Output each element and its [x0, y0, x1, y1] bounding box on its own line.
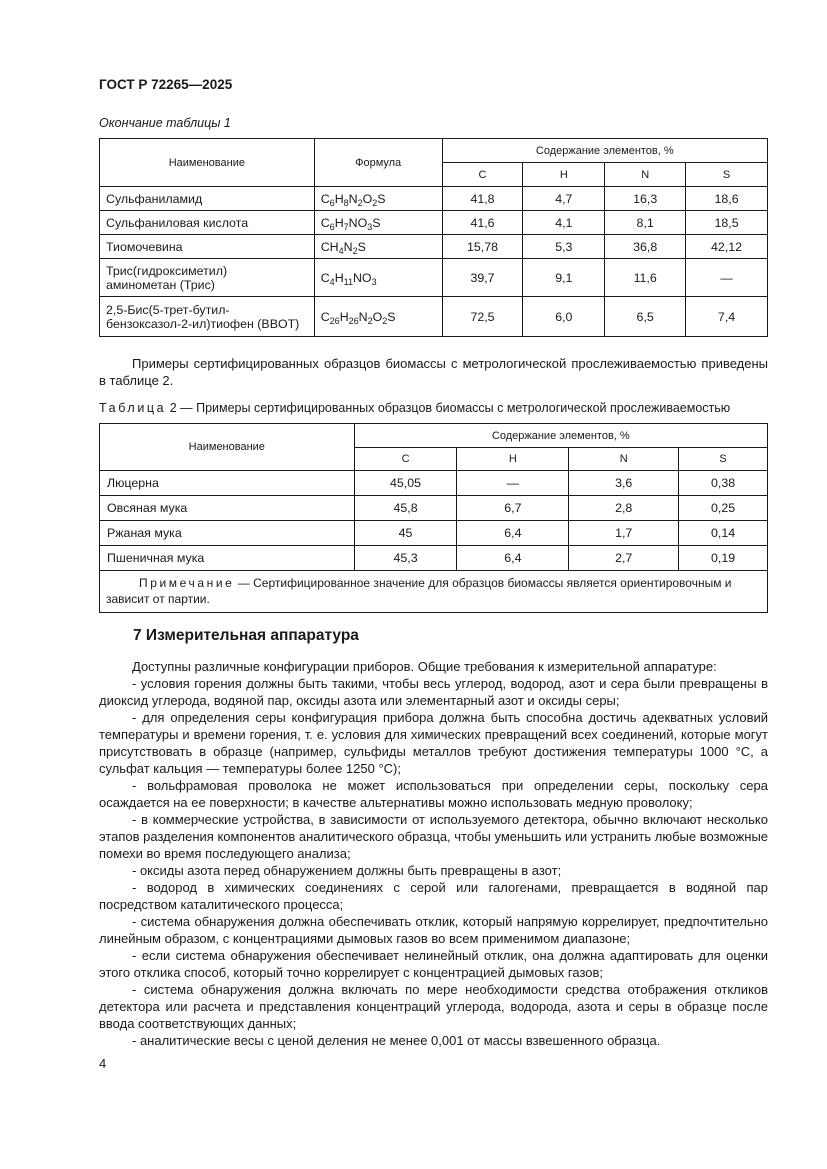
cell-n: 2,7 [569, 546, 679, 571]
cell-name: Овсяная мука [100, 496, 355, 521]
document-header: ГОСТ Р 72265—2025 [99, 77, 233, 92]
table2-caption-label: Таблица [99, 401, 167, 415]
cell-s: 0,38 [679, 471, 768, 496]
cell-formula [314, 211, 442, 235]
section-intro: Доступны различные конфигурации приборов. Общие требования к измерительной аппаратуре: [132, 659, 717, 674]
list-item: - водород в химических соединениях с серой или галогенами, превращается в водяной пар посредством каталитического процесса; [99, 880, 768, 912]
cell-s: 0,14 [679, 521, 768, 546]
cell-n: 3,6 [569, 471, 679, 496]
formula-subscript: 2 [372, 197, 378, 208]
formula-symbol: S [357, 239, 366, 254]
cell-formula [314, 259, 442, 297]
cell-n: 16,3 [605, 187, 686, 211]
table2-note [100, 571, 768, 613]
header-n: N [605, 163, 686, 187]
t2-header-s: S [679, 448, 768, 471]
formula-subscript: 6 [329, 221, 335, 232]
page-number: 4 [99, 1056, 107, 1071]
table-row [100, 259, 768, 297]
formula-subscript: 2 [357, 197, 363, 208]
table-row [100, 496, 768, 521]
cell-c: 45,8 [354, 496, 457, 521]
formula-subscript: 8 [343, 197, 349, 208]
formula-subscript: 26 [329, 315, 340, 326]
cell-h: 9,1 [523, 259, 605, 297]
cell-n: 1,7 [569, 521, 679, 546]
formula-subscript: 2 [382, 315, 388, 326]
list-item: - условия горения должны быть такими, чтобы весь углерод, водород, азот и сера были превращены в диоксид углерода, водяной пар, оксиды азота или элементарный азот и оксиды серы; [99, 676, 768, 708]
list-item: - вольфрамовая проволока не может использоваться при определении серы, поскольку сера осаждается на ее поверхности; в качестве альтернативы можно использовать медную проволоку; [99, 778, 768, 810]
cell-s: 7,4 [686, 297, 768, 337]
formula-subscript: 7 [343, 221, 349, 232]
cell-n: 11,6 [605, 259, 686, 297]
list-item: - система обнаружения должна включать по мере необходимости средства отображения откликов детектора или расчета и представления концентраций углерода, водорода, азота и серы в образце после ввода соответствующих данных; [99, 982, 768, 1031]
cell-c: 41,6 [442, 211, 523, 235]
table2-caption [99, 401, 730, 415]
header-c: C [442, 163, 523, 187]
list-item: - оксиды азота перед обнаружением должны быть превращены в азот; [132, 863, 562, 878]
intro-paragraph [99, 355, 768, 389]
list-item: - для определения серы конфигурация прибора должна быть способна достичь адекватных условий температуры и времени горения, т. е. условия для химических превращений всех соединений, которые могут присутствовать в образце (например, сульфиды металлов требуют достижения температуры 1000 °С, а сульфат кальция — температуры более 1250 °С); [99, 710, 768, 776]
cell-h: 6,4 [457, 521, 569, 546]
cell-h: 4,7 [523, 187, 605, 211]
formula-symbol: C [320, 270, 330, 285]
cell-name: Трис(гидроксиметил) аминометан (Трис) [100, 259, 315, 297]
cell-h: 5,3 [523, 235, 605, 259]
formula-subscript: 2 [352, 245, 358, 256]
formula-symbol: O [362, 191, 373, 206]
list-item: - в коммерческие устройства, в зависимости от используемого детектора, обычно включают несколько этапов разделения компонентов аналитического образца, чтобы уменьшить или устранить любые возможные помехи во время последующего анализа; [99, 812, 769, 861]
formula-symbol: S [387, 309, 396, 324]
formula-subscript: 6 [329, 197, 335, 208]
t2-header-n: N [569, 448, 679, 471]
formula-symbol: C [320, 215, 330, 230]
formula-subscript: 11 [343, 276, 353, 287]
formula-symbol: NO [352, 270, 372, 285]
formula-symbol: H [334, 270, 344, 285]
cell-s: 0,25 [679, 496, 768, 521]
formula-symbol: NO [348, 215, 368, 230]
table-1 [99, 138, 768, 337]
table-row [100, 297, 768, 337]
table2-caption-text: 2 — Примеры сертифицированных образцов биомассы с метрологической прослеживаемостью [166, 401, 731, 415]
header-s: S [686, 163, 768, 187]
cell-c: 45 [354, 521, 457, 546]
cell-name: Сульфаниловая кислота [100, 211, 315, 235]
table-row [100, 235, 768, 259]
cell-name: Люцерна [100, 471, 355, 496]
formula-subscript: 4 [329, 276, 335, 287]
formula-subscript: 2 [367, 315, 373, 326]
cell-n: 8,1 [605, 211, 686, 235]
table-row [100, 211, 768, 235]
list-item: - если система обнаружения обеспечивает нелинейный отклик, она должна адаптировать для оценки этого отклика способ, который точно коррелирует с концентрацией дымовых газов; [99, 948, 768, 980]
cell-n: 36,8 [605, 235, 686, 259]
cell-c: 45,05 [354, 471, 457, 496]
t2-header-c: C [354, 448, 457, 471]
header-name: Наименование [100, 139, 315, 187]
t2-header-content: Содержание элементов, % [354, 424, 767, 448]
formula-symbol: N [343, 239, 353, 254]
table-row [100, 187, 768, 211]
cell-name: Пшеничная мука [100, 546, 355, 571]
formula-subscript: 26 [348, 315, 359, 326]
formula-symbol: C [320, 191, 330, 206]
list-item: - система обнаружения должна обеспечивать отклик, который напрямую коррелирует, предпочтительно линейным образом, с концентрациями дымовых газов во всем применимом диапазоне; [99, 914, 768, 946]
formula-symbol: S [372, 215, 381, 230]
cell-formula [314, 235, 442, 259]
cell-formula [314, 187, 442, 211]
cell-c: 45,3 [354, 546, 457, 571]
formula-symbol: O [372, 309, 383, 324]
cell-s: 18,5 [686, 211, 768, 235]
cell-s: 42,12 [686, 235, 768, 259]
cell-h: 4,1 [523, 211, 605, 235]
formula-symbol: H [334, 191, 344, 206]
formula-symbol: H [339, 309, 349, 324]
cell-c: 72,5 [442, 297, 523, 337]
table-row [100, 521, 768, 546]
table-row [100, 546, 768, 571]
cell-s: — [686, 259, 768, 297]
cell-name: Сульфаниламид [100, 187, 315, 211]
cell-name: Тиомочевина [100, 235, 315, 259]
cell-n: 2,8 [569, 496, 679, 521]
formula-symbol: N [358, 309, 368, 324]
cell-h: 6,7 [457, 496, 569, 521]
cell-name: Ржаная мука [100, 521, 355, 546]
intro-paragraph-text: Примеры сертифицированных образцов биомассы с метрологической прослеживаемостью приведены в таблице 2. [99, 356, 768, 388]
cell-h: 6,4 [457, 546, 569, 571]
formula-symbol: C [320, 309, 330, 324]
note-text: — Сертифицированное значение для образцов биомассы является ориентировочным и зависит от партии. [106, 576, 732, 606]
table-2 [99, 423, 768, 613]
cell-c: 15,78 [442, 235, 523, 259]
cell-c: 41,8 [442, 187, 523, 211]
list-item: - аналитические весы с ценой деления не менее 0,001 от массы взвешенного образца. [132, 1033, 661, 1048]
header-h: H [523, 163, 605, 187]
formula-subscript: 3 [367, 221, 373, 232]
formula-symbol: N [348, 191, 358, 206]
formula-subscript: 4 [338, 245, 344, 256]
formula-subscript: 3 [371, 276, 377, 287]
note-label: Примечание [139, 576, 235, 590]
table-row [100, 471, 768, 496]
section-title: 7 Измерительная аппаратура [133, 627, 359, 644]
table1-caption: Окончание таблицы 1 [99, 116, 231, 130]
formula-symbol: S [377, 191, 386, 206]
cell-n: 6,5 [605, 297, 686, 337]
cell-h: — [457, 471, 569, 496]
cell-s: 18,6 [686, 187, 768, 211]
t2-header-name: Наименование [100, 424, 355, 471]
cell-h: 6,0 [523, 297, 605, 337]
cell-s: 0,19 [679, 546, 768, 571]
cell-formula [314, 297, 442, 337]
section-body [99, 658, 768, 1049]
formula-symbol: CH [320, 239, 339, 254]
cell-c: 39,7 [442, 259, 523, 297]
header-content: Содержание элементов, % [442, 139, 767, 163]
cell-name: 2,5-Бис(5-трет-бутил- бензоксазол-2-ил)тиофен (BBOT) [100, 297, 315, 337]
header-formula: Формула [314, 139, 442, 187]
formula-symbol: H [334, 215, 344, 230]
t2-header-h: H [457, 448, 569, 471]
